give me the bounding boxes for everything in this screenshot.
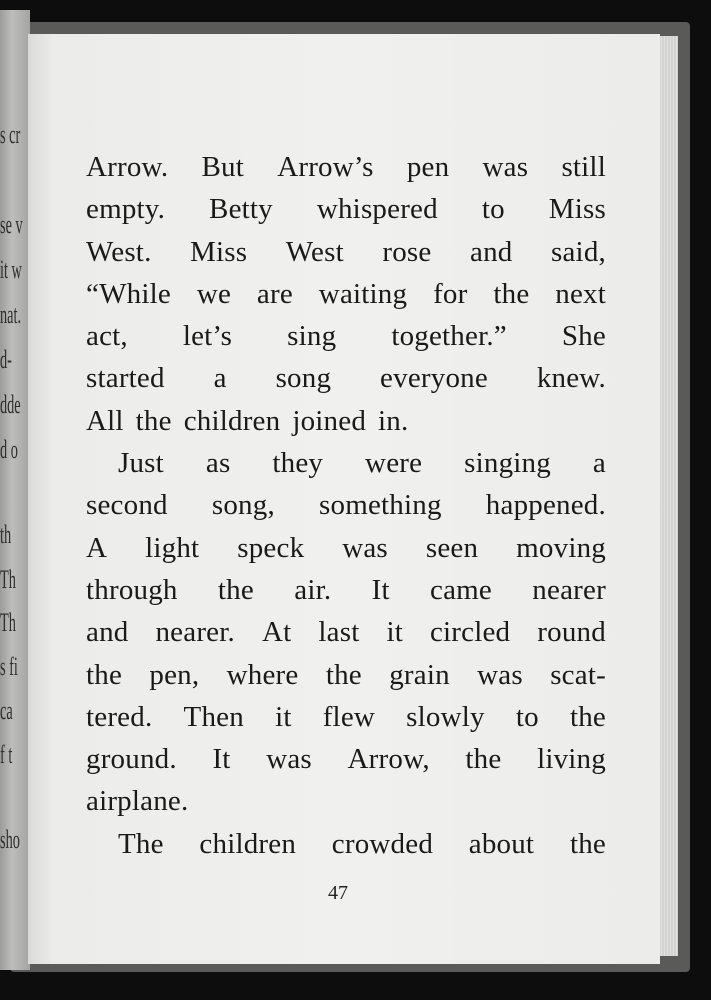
text-line: the pen, where the grain was scat- xyxy=(86,658,606,691)
left-page-fragment: dde xyxy=(0,390,21,419)
text-line: A light speck was seen moving xyxy=(86,531,606,564)
text-line: airplane. xyxy=(86,785,189,818)
text-line: ground. It was Arrow, the living xyxy=(86,743,606,776)
text-line: “While we are waiting for the next xyxy=(86,277,606,310)
page-number: 47 xyxy=(328,882,348,904)
left-page-fragment: it w xyxy=(0,255,22,284)
text-line: The children crowded about the xyxy=(118,827,606,860)
left-page-fragment: d- xyxy=(0,345,12,374)
text-line: through the air. It came nearer xyxy=(86,573,606,606)
text-line: empty. Betty whispered to Miss xyxy=(86,193,606,226)
text-line: All the children joined in. xyxy=(86,404,409,437)
text-line: act, let’s sing together.” She xyxy=(86,320,606,353)
page-text xyxy=(86,146,606,865)
left-page-fragment: f t xyxy=(0,740,13,769)
left-page-fragment: ca xyxy=(0,696,13,725)
text-line: tered. Then it flew slowly to the xyxy=(86,700,606,733)
text-line: second song, something happened. xyxy=(86,489,606,522)
left-page-fragment: s fi xyxy=(0,652,18,681)
text-line: Just as they were singing a xyxy=(118,447,606,480)
text-line: and nearer. At last it circled round xyxy=(86,616,606,649)
left-page-fragment: Th xyxy=(0,608,16,637)
text-line: West. Miss West rose and said, xyxy=(86,235,606,268)
book-page xyxy=(28,34,660,964)
left-page-fragment: th xyxy=(0,520,12,549)
left-page-fragment: d o xyxy=(0,435,18,464)
left-page-fragment: nat. xyxy=(0,300,22,329)
left-facing-page xyxy=(0,10,30,970)
left-page-fragment: se v xyxy=(0,210,23,239)
text-line: Arrow. But Arrow’s pen was still xyxy=(86,151,606,183)
left-page-fragment: Th xyxy=(0,565,16,594)
left-page-fragment: sho xyxy=(0,825,20,854)
left-page-fragment: s cr xyxy=(0,120,21,149)
text-line: started a song everyone knew. xyxy=(86,362,606,395)
